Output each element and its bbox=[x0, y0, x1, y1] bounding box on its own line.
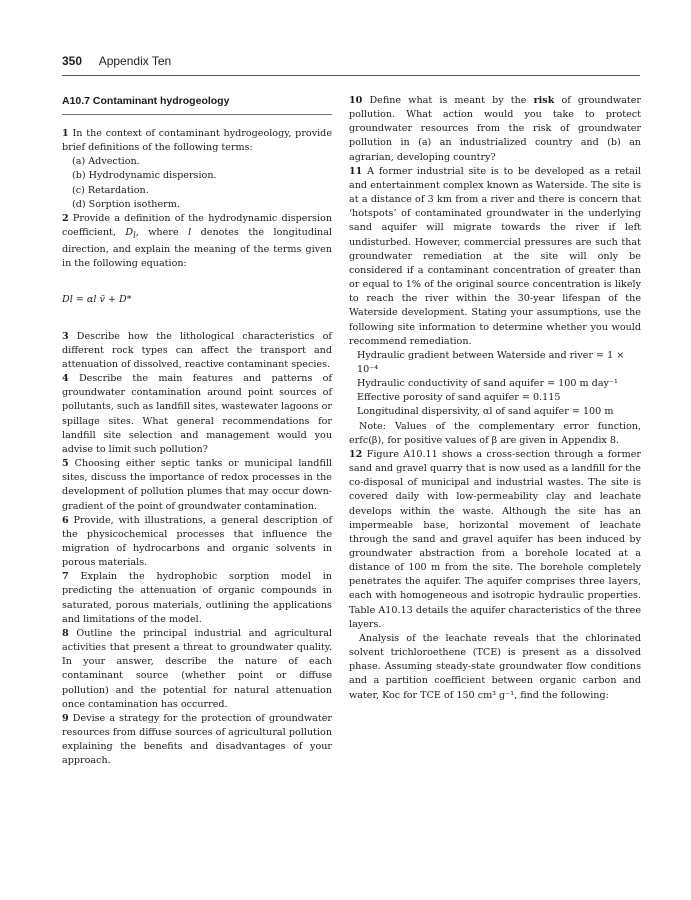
question-6: 6 Provide, with illustrations, a general description of the physicochemical processes that influence the migration of hydrocarbons and organic solvents in porous materials. bbox=[62, 514, 332, 569]
running-head bbox=[62, 54, 171, 68]
question-9: 9 Devise a strategy for the protection of groundwater resources from diffuse sources of agricultural pollution explaining the benefits and disadvantages of your approach. bbox=[62, 712, 332, 767]
header-rule bbox=[62, 75, 640, 76]
q11-effective-porosity: Effective porosity of sand aquifer = 0.115 bbox=[357, 392, 561, 404]
question-7: 7 Explain the hydrophobic sorption model in predicting the attenuation of organic compounds in saturated, porous materials, outlining the applications and limitations of the model. bbox=[62, 571, 332, 625]
question-11: 11 A former industrial site is to be developed as a retail and entertainment complex known as Waterside. The site is at a distance of 3 km from a river and there is concern that ‘hotspots’ of contaminated groundwater in the underlying sand aquifer will migrate towards the river if left undisturbed. However, commercial pressures are such that groundwater remediation at the site will only be considered if a contaminant concentration of greater than or equal to 1% of the original source concentration is likely to reach the river within the 30-year lifespan of the Waterside development. Stating your assumptions, use the following site information to determine whether you would recommend remediation. bbox=[349, 165, 641, 347]
q12-paragraph-2: Analysis of the leachate reveals that the chlorinated solvent trichloroethene (TCE) is present as a dissolved phase. Assuming steady-state groundwater flow conditions and a partition coefficient between organic carbon and water, Koc for TCE of 150 cm³ g⁻¹, find the following: bbox=[349, 632, 641, 701]
section-rule bbox=[62, 114, 332, 115]
question-4: 4 Describe the main features and patterns of groundwater contamination around point sources of pollutants, such as landfill sites, wastewater lagoons or spillage sites. What general recommendations for landfill site selection and management would you advise to limit such pollution? bbox=[62, 373, 332, 455]
section-title: A10.7 Contaminant hydrogeology bbox=[62, 95, 230, 107]
question-2: 2 Provide a definition of the hydrodynamic dispersion coefficient, $D_l$, where l denotes the longitudinal direction, and explain the meaning of the terms given in the following equation: bbox=[62, 212, 332, 270]
dispersion-equation: Dl = αl v̄ + D* bbox=[62, 294, 132, 306]
question-8: 8 Outline the principal industrial and agricultural activities that present a threat to groundwater quality. In your answer, describe the nature of each contaminant source (whether point or diffuse pollution) and the potential for natural attenuation once contamination has occurred. bbox=[62, 627, 332, 710]
q11-hydraulic-gradient: Hydraulic gradient between Waterside and river = 1 × 10⁻⁴ bbox=[357, 349, 625, 375]
q1-item-d: (d) Sorption isotherm. bbox=[72, 198, 180, 210]
running-title: Appendix Ten bbox=[98, 54, 172, 68]
right-column bbox=[349, 94, 641, 703]
question-12: 12 Figure A10.11 shows a cross-section through a former sand and gravel quarry that is now used as a landfill for the co-disposal of municipal and industrial wastes. The site is covered daily with low-permeability clay and leachate develops within the waste. Although the site has an impermeable base, horizontal movement of leachate through the sand and gravel aquifer has been induced by groundwater abstraction from a borehole located at a distance of 100 m from the site. The borehole completely penetrates the aquifer. The aquifer comprises three layers, each with homogeneous and isotropic hydraulic properties. Table A10.13 details the aquifer characteristics of the three layers. bbox=[349, 448, 641, 630]
q11-note: Note: Values of the complementary error function, erfc(β), for positive values of β are given in Appendix 8. bbox=[349, 420, 641, 446]
page-number: 350 bbox=[62, 54, 83, 68]
left-column bbox=[62, 94, 332, 768]
question-1: 1 In the context of contaminant hydrogeology, provide brief definitions of the following terms: bbox=[62, 128, 332, 154]
question-3: 3 Describe how the lithological characteristics of different rock types can affect the transport and attenuation of dissolved, reactive contaminant species. bbox=[62, 330, 332, 370]
q1-item-c: (c) Retardation. bbox=[72, 184, 149, 196]
q11-hydraulic-conductivity: Hydraulic conductivity of sand aquifer = 100 m day⁻¹ bbox=[357, 378, 618, 390]
q1-item-b: (b) Hydrodynamic dispersion. bbox=[72, 170, 217, 182]
question-5: 5 Choosing either septic tanks or municipal landfill sites, discuss the importance of redox processes in the development of pollution plumes that may occur down-gradient of the point of groundwater contamination. bbox=[62, 458, 332, 512]
question-10: 10 Define what is meant by the risk of groundwater pollution. What action would you take to protect groundwater resources from the risk of groundwater pollution in (a) an industrialized country and (b) an agrarian, developing country? bbox=[349, 95, 641, 163]
q11-dispersivity: Longitudinal dispersivity, αl of sand aquifer = 100 m bbox=[357, 406, 614, 418]
q1-item-a: (a) Advection. bbox=[72, 156, 140, 168]
